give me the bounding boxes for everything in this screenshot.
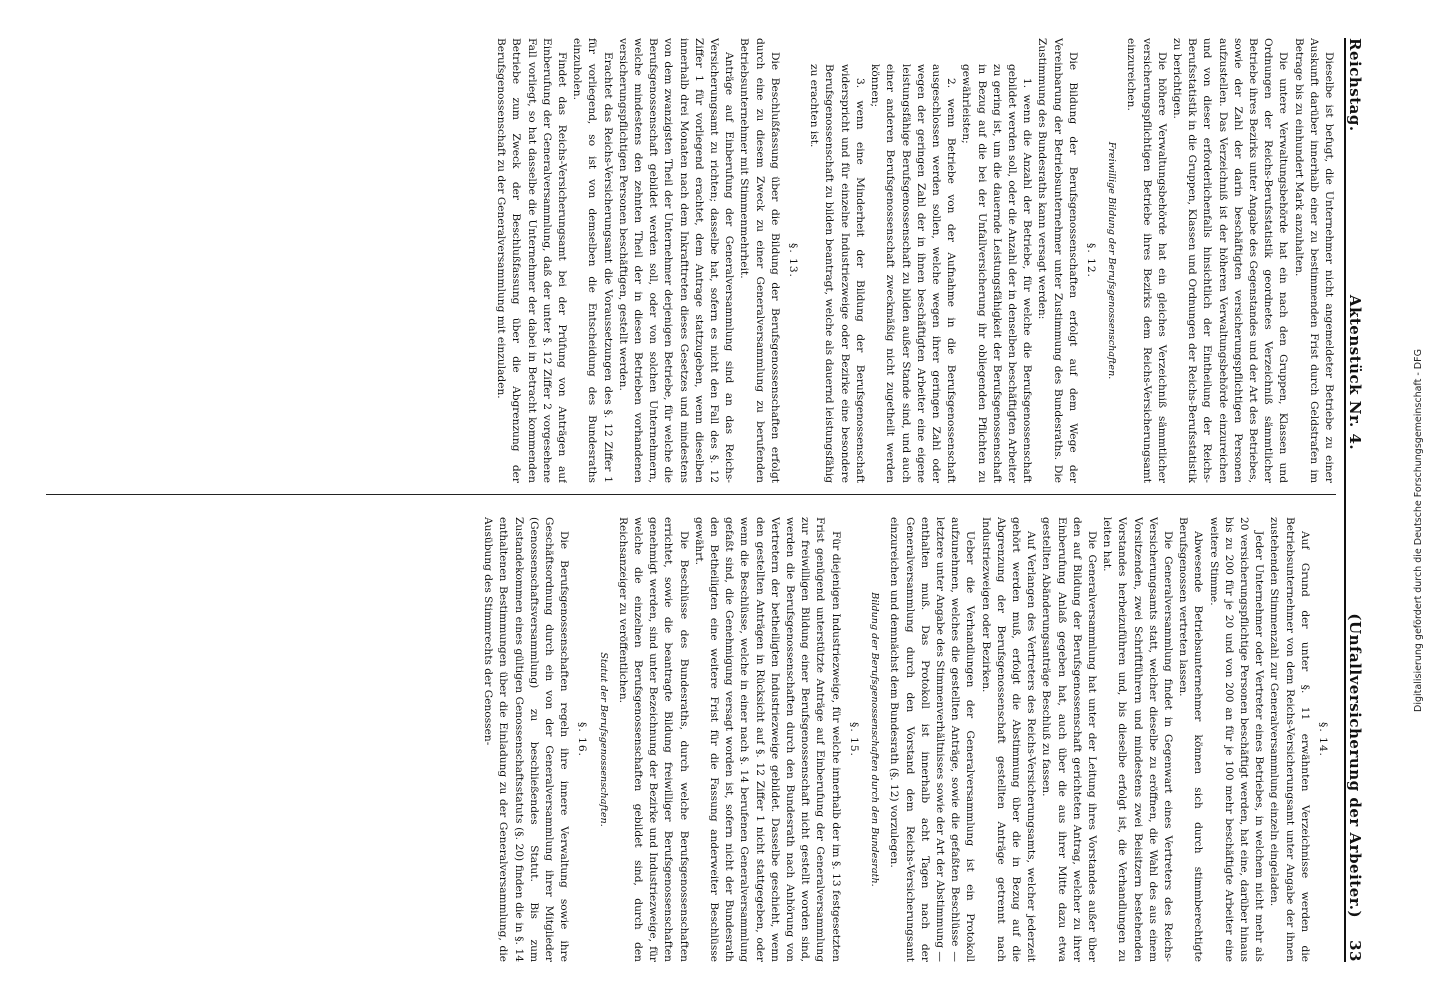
section-rubric: Freiwillige Bildung der Berufsgenossenschaften.	[1106, 141, 1118, 380]
paragraph: Die Beschlußfassung über die Bildung der Berufsgenossenschaften erfolgt durch eine zu diesem Zweck zu einer Generalversammlung zu berufenden Betriebsunternehmer mit Stimmenmehrheit.	[738, 38, 781, 483]
paragraph: Auf Verlangen des Vertreters des Reichs-Versicherungsamts, welcher jederzeit gehört werden muß, erfolgt die Abstimmung über die in Bezug auf die Abgrenzung der Berufsgenossenschaft gestellten Anträge getrennt nach Industriezweigen oder Bezirken.	[979, 517, 1038, 962]
paragraph: Die höhere Verwaltungsbehörde hat ein gleiches Verzeichniß sämmtlicher versicherungspflichtigen Betriebe ihres Bezirks dem Reichs-Versicherungsamt einzureichen.	[1125, 38, 1168, 483]
header-right	[1346, 613, 1364, 962]
header-aktenstueck: Aktenstück Nr. 4.	[1346, 294, 1364, 451]
paragraph: Für diejenigen Industriezweige, für welche innerhalb der im §. 13 festgesetzten Frist genügend unterstützte Anträge auf Einberufung der Generalversammlung zur freiwilligen Bildung einer Berufsgenossenschaft nicht gestellt worden sind, werden die Berufsgenossenschaften durch den Bundesrath nach Anhörung von Vertretern der betheiligten Industriezweige gebildet. Dasselbe geschieht, wenn den gestellten Anträgen in Rücksicht auf §. 12 Ziffer 1 nicht stattgegeben, oder wenn die Beschlüsse, welche in einer nach §. 14 berufenen Generalversammlung gefaßt sind, die Genehmigung versagt worden ist, sofern nicht der Bundesrath den Betheiligten eine weitere Frist für die Fassung anderweiter Beschlüsse gewährt.	[692, 517, 842, 962]
paragraph: Die untere Verwaltungsbehörde hat ein nach den Gruppen, Klassen und Ordnungen der Reichs-Berufsstatistik geordnetes Verzeichniß sämmtlicher Betriebe ihres Bezirks unter Angabe des Gegenstandes und der Art des Betriebes, sowie der Zahl der darin beschäftigten versicherungspflichtigen Personen aufzustellen. Das Verzeichniß ist der höheren Verwaltungsbehörde einzureichen und von dieser erforderlichenfalls hinsichtlich der Eintheilung der Reichs-Berufsstatistik in die Gruppen, Klassen und Ordnungen der Reichs-Berufsstatistik zu berichtigen.	[1170, 38, 1290, 483]
paragraph: Die Bildung der Berufsgenossenschaften erfolgt auf dem Wege der Vereinbarung der Betriebsunternehmer unter Zustimmung des Bundesraths. Die Zustimmung des Bundesraths kann versagt werden:	[1036, 38, 1079, 483]
list-item: 1. wenn die Anzahl der Betriebe, für welche die Berufsgenossenschaft gebildet werden soll, oder die Anzahl der in denselben beschäftigten Arbeiter zu gering ist, um die dauernde Leistungsfähigkeit der Berufsgenossenschaft in Bezug auf die bei der Unfallversicherung ihr obliegenden Pflichten zu gewährleisten;	[960, 64, 1034, 483]
rotated-page-content	[28, 28, 1380, 972]
section-rubric: Bildung der Berufsgenossenschaften durch den Bundesrath.	[869, 592, 881, 887]
paragraph: Jeder Unternehmer oder Vertreter eines Betriebes, in welchem nicht mehr als 20 versicherungspflichtige Personen beschäftigt werden, hat eine, darüber hinaus bis zu 200 für je 20 und von 200 an für je 100 mehr beschäftigte Arbeiter eine weitere Stimme.	[1207, 517, 1266, 962]
section-heading-16: §. 16.	[576, 722, 589, 757]
paragraph: Erachtet das Reichs-Versicherungsamt die Voraussetzungen des §. 12 Ziffer 1 für vorliegend, so ist von demselben die Entscheidung des Bundesraths einzuholen.	[571, 38, 614, 483]
paragraph: Findet das Reichs-Versicherungsamt bei der Prüfung von Anträgen auf Einberufung der Generalversammlung, daß der unter §. 12 Ziffer 2 vorgesehene Fall vorliegt, so hat dasselbe die Unternehmer der dabei in Betracht kommenden Betriebe zum Zweck der Beschlußfassung über die Abgrenzung der Berufsgenossenschaft zu der Generalversammlung mit einzuladen.	[495, 38, 569, 483]
paragraph: Abwesende Betriebsunternehmer können sich durch stimmberechtigte Berufsgenossen vertreten lassen.	[1177, 517, 1205, 962]
page-number: 33	[1346, 940, 1364, 962]
left-column	[46, 38, 1336, 483]
dfg-digitization-note	[1410, 80, 1426, 980]
paragraph: Anträge auf Einberufung der Generalversammlung sind an das Reichs-Versicherungsamt zu richten; dasselbe hat, sofern es nicht den Fall des §. 12 Ziffer 1 für vorliegend erachtet, dem Antrage stattzugeben, wenn dieselben innerhalb drei Monaten nach dem Inkrafttreten dieses Gesetzes und mindestens von dem zwanzigsten Theil der Unternehmer derjenigen Betriebe, für welche die Berufsgenossenschaft gebildet werden soll, oder von solchen Unternehmern, welche mindestens den zehnten Theil der in diesen Betrieben vorhandenen versicherungspflichtigen Personen beschäftigen, gestellt werden.	[616, 38, 736, 483]
right-column	[46, 517, 1336, 962]
section-rubric: Statut der Berufsgenossenschaften.	[597, 652, 609, 827]
column-divider	[46, 494, 1336, 495]
paragraph: Die Generalversammlung hat unter der Leitung ihres Vorstandes außer über den auf Bildung der Berufsgenossenschaft gerichteten Antrag, welcher zu ihrer Einberufung Anlaß gegeben hat, auch über die aus ihrer Mitte dazu etwa gestellten Abänderungsanträge Beschluß zu fassen.	[1040, 517, 1098, 962]
section-heading-14: §. 14.	[1317, 722, 1329, 757]
paragraph: Die Generalversammlung findet in Gegenwart eines Vertreters des Reichs-Versicherungsamts statt, welcher dieselbe zu eröffnen, die Wahl des aus einem Vorsitzenden, zwei Schriftführern und mindestens zwei Beisitzern bestehenden Vorstandes herbeizuführen und, bis dieselbe erfolgt ist, die Verhandlungen zu leiten hat.	[1101, 517, 1174, 962]
paragraph: Dieselbe ist befugt, die Unternehmer nicht angemeldeter Betriebe zu einer Auskunft darüber innerhalb einer zu bestimmenden Frist durch Geldstrafen im Betrage bis zu einhundert Mark anzuhalten.	[1292, 38, 1335, 483]
paragraph: Ueber die Verhandlungen der Generalversammlung ist ein Protokoll aufzunehmen, welches die gestellten Anträge, sowie die gefaßten Beschlüsse — letztere unter Angabe des Stimmenverhältnisses sowie der Art der Abstimmung — enthalten muß. Das Protokoll ist innerhalb acht Tagen nach der Generalversammlung durch den Vorstand dem Reichs-Versicherungsamt einzureichen und demnächst dem Bundesrath (§. 12) vorzulegen.	[888, 517, 977, 962]
list-item: 2. wenn Betriebe von der Aufnahme in die Berufsgenossenschaft ausgeschlossen werden sollen, welche wegen ihrer geringen Zahl oder wegen der geringen Zahl der in ihnen beschäftigten Arbeiter eine eigene leistungsfähige Berufsgenossenschaft zu bilden außer Stande sind, und auch einer anderen Berufsgenossenschaft zweckmäßig nicht zugetheilt werden können;	[869, 64, 958, 483]
paragraph: Die Berufsgenossenschaften regeln ihre innere Verwaltung sowie ihre Geschäftsordnung durch ein von der Generalversammlung ihrer Mitglieder (Genossenschaftsversammlung) zu beschließendes Statut. Bis zum Zustandekommen eines gültigen Genossenschaftsstatuts (§. 20) finden die in §. 14 enthaltenen Bestimmungen über die Einladung zu der Generalversammlung, die Ausübung des Stimmrechts der Genossen-	[482, 517, 571, 962]
section-heading-12: §. 12.	[1084, 243, 1097, 278]
paragraph: Die Beschlüsse des Bundesraths, durch welche Berufsgenossenschaften errichtet, sowie die beantragte Bildung freiwilliger Berufsgenossenschaften genehmigt werden, sind unter Bezeichnung der Bezirke und Industriezweige, für welche die einzelnen Berufsgenossenschaften gebildet sind, durch den Reichsanzeiger zu veröffentlichen.	[616, 517, 690, 962]
paragraph: Auf Grund der unter §. 11 erwähnten Verzeichnisse werden die Betriebsunternehmer von dem Reichs-Versicherungsamt unter Angabe der ihnen zustehenden Stimmenzahl zur Generalversammlung einzeln eingeladen.	[1268, 517, 1311, 962]
header-title: (Unfallversicherung der Arbeiter.)	[1346, 613, 1364, 919]
header-reichstag: Reichstag.	[1346, 38, 1364, 132]
list-item: 3. wenn eine Minderheit der Bildung der Berufsgenossenschaft widerspricht und für einzelne Industriezweige oder Bezirke eine besondere Berufsgenossenschaft zu bilden beantragt, welche als dauernd leistungsfähig zu erachten ist.	[808, 64, 866, 483]
page-header	[1344, 38, 1380, 962]
section-heading-13: §. 13.	[787, 243, 800, 278]
section-heading-15: §. 15.	[847, 722, 860, 757]
dfg-note-text: Digitalisierung gefördert durch die Deutsche Forschungsgemeinschaft - DFG	[1412, 348, 1424, 712]
